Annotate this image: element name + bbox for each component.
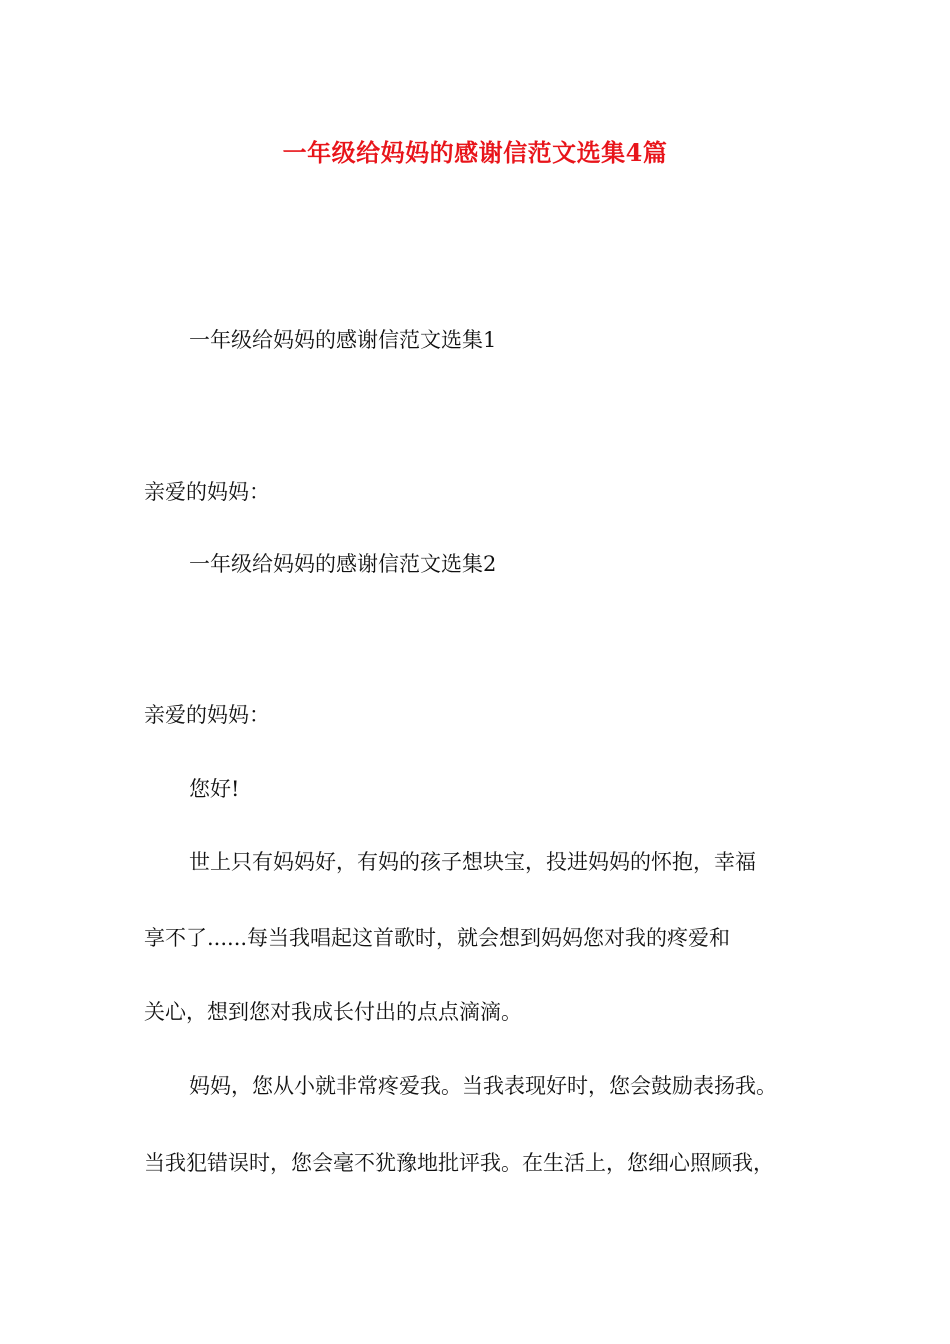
paragraph-2-line-1: 妈妈，您从小就非常疼爱我。当我表现好时，您会鼓励表扬我。 xyxy=(189,1074,777,1098)
greeting: 您好! xyxy=(189,777,240,801)
section-heading-2: 一年级给妈妈的感谢信范文选集2 xyxy=(189,552,497,576)
paragraph-1-line-1: 世上只有妈妈好，有妈的孩子想块宝，投进妈妈的怀抱，幸福 xyxy=(189,850,756,874)
document-title: 一年级给妈妈的感谢信范文选集4篇 xyxy=(282,138,668,167)
paragraph-1-line-2: 享不了......每当我唱起这首歌时，就会想到妈妈您对我的疼爱和 xyxy=(144,926,731,950)
section-heading-1: 一年级给妈妈的感谢信范文选集1 xyxy=(189,328,497,352)
salutation-1: 亲爱的妈妈： xyxy=(144,480,270,504)
paragraph-1-line-3: 关心，想到您对我成长付出的点点滴滴。 xyxy=(144,1000,522,1024)
salutation-2: 亲爱的妈妈： xyxy=(144,703,270,727)
paragraph-2-line-2: 当我犯错误时，您会毫不犹豫地批评我。在生活上，您细心照顾我， xyxy=(144,1151,774,1175)
